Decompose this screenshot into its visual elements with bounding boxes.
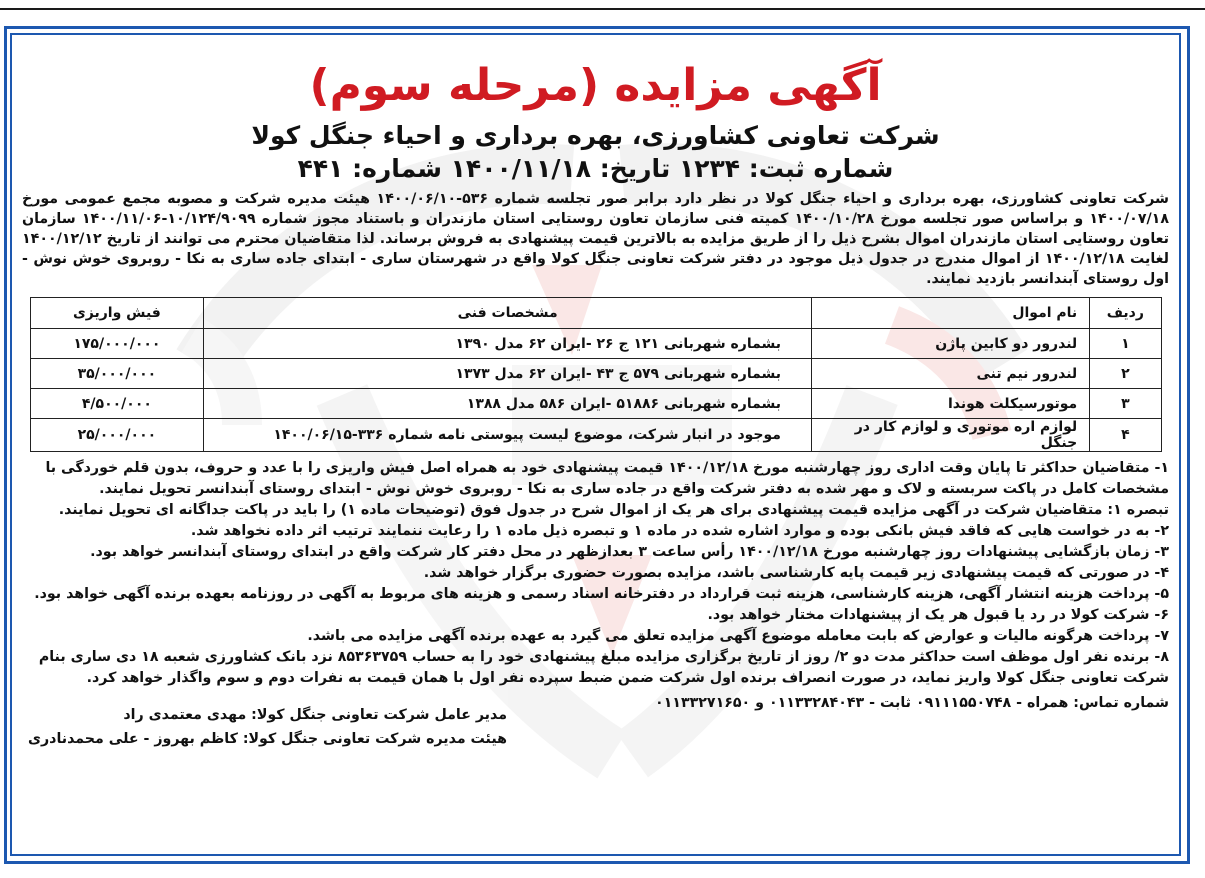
ad-content [12, 57, 1179, 753]
intro-paragraph: شرکت تعاونی کشاورزی، بهره برداری و احیاء جنگل کولا در نظر دارد برابر صور تجلسه شماره ۵۳۶-۱۴۰۰/۰۶/۱۰ هیئت مدیره شرکت و مصوبه مجمع عمومی مورخ ۱۴۰۰/۰۷/۱۸ و براساس صور تجلسه مورخ ۱۴۰۰/۱۰/۲۸ کمیته فنی سازمان تعاون روستایی استان مازندران و باستناد مجوز شماره ۱۰/۱۲۴/۹۰۹۹-۱۴۰۰/۱۱/۰۶ سازمان تعاون روستایی استان مازندران اموال بشرح ذیل را از طریق مزایده به بالاترین قیمت پیشنهادی به فروش برساند. لذا متقاضیان محترم می توانند از تاریخ ۱۴۰۰/۱۲/۱۲ لغایت ۱۴۰۰/۱۲/۱۸ از اموال مندرج در جدول ذیل موجود در دفتر شرکت تعاونی جنگل کولا واقع در شهرستان ساری - ابتدای جاده ساری به نکا - روبروی خوش نوش - اول روستای آبندانسر بازدید نمایند. [22, 191, 1169, 287]
item-name: لندرور دو کابین پاژن [811, 329, 1089, 359]
term-2: ۲- به در خواست هایی که فاقد فیش بانکی بوده و موارد اشاره شده در ماده ۱ و تبصره ذیل ماده ۱ را رعایت ننمایند ترتیب اثر داده نخواهد شد. [190, 523, 1169, 539]
term-note-1: تبصره ۱: متقاضیان شرکت در آگهی مزایده قیمت پیشنهادی برای هر یک از اموال شرح در جدول فوق (توضیحات ماده ۱) را باید در پاکت جداگانه ای تحویل نمایند. [58, 502, 1169, 518]
term-4: ۴- در صورتی که قیمت پیشنهادی زیر قیمت پایه کارشناسی باشد، مزایده بصورت حضوری برگزار خواهد شد. [423, 565, 1169, 581]
row-number: ۳ [1090, 389, 1161, 419]
header-item-name: نام اموال [811, 298, 1089, 329]
item-spec: بشماره شهربانی ۵۷۹ ج ۴۳ -ایران ۶۲ مدل ۱۳۷۳ [204, 359, 812, 389]
header-deposit: فیش واریزی [30, 298, 204, 329]
board-line: هیئت مدیره شرکت تعاونی جنگل کولا: کاظم بهروز - علی محمدنادری [28, 731, 507, 747]
item-name: لوازم اره موتوری و لوازم کار در جنگل [811, 419, 1089, 452]
item-name: لندرور نیم تنی [811, 359, 1089, 389]
item-name: موتورسیکلت هوندا [811, 389, 1089, 419]
term-6: ۶- شرکت کولا در رد یا قبول هر یک از پیشنهادات مختار خواهد بود. [707, 607, 1169, 623]
item-deposit: ۱۷۵/۰۰۰/۰۰۰ [30, 329, 204, 359]
table-row [30, 389, 1161, 419]
table-row [30, 419, 1161, 452]
top-rule [0, 8, 1205, 10]
company-name: شرکت تعاونی کشاورزی، بهره برداری و احیاء جنگل کولا [251, 121, 940, 150]
contact-numbers: شماره تماس: همراه - ۰۹۱۱۱۵۵۰۷۴۸ ثابت - ۰۱۱۳۳۲۸۴۰۴۳ و ۰۱۱۳۳۲۷۱۶۵۰ [654, 695, 1169, 711]
term-8: ۸- برنده نفر اول موظف است حداکثر مدت دو ۲/ روز از تاریخ برگزاری مزایده مبلغ پیشنهادی خود را به حساب ۸۵۳۶۳۷۵۹ نزد بانک کشاورزی شعبه ۱۸ دی ساری بنام شرکت تعاونی جنگل کولا واریز نماید، در صورت انصراف برنده اول شرکت ضمن ضبط سپرده نفر اول با همان قیمت به نفرات دوم و سوم واگذار خواهد کرد. [38, 649, 1169, 686]
terms-list [22, 458, 1169, 689]
header-row-number: ردیف [1090, 298, 1161, 329]
ad-footer [22, 693, 1169, 753]
row-number: ۱ [1090, 329, 1161, 359]
row-number: ۴ [1090, 419, 1161, 452]
ad-panel [10, 33, 1181, 856]
item-deposit: ۳۵/۰۰۰/۰۰۰ [30, 359, 204, 389]
table-row [30, 329, 1161, 359]
items-table [30, 297, 1162, 452]
registration-line: شماره ثبت: ۱۲۳۴ تاریخ: ۱۴۰۰/۱۱/۱۸ شماره: ۴۴۱ [297, 154, 894, 183]
term-1: ۱- متقاضیان حداکثر تا پایان وقت اداری روز چهارشنبه مورخ ۱۴۰۰/۱۲/۱۸ قیمت پیشنهادی خود به همراه اصل فیش واریزی را با عدد و حروف، بدون قلم خوردگی با مشخصات کامل در پاکت سربسته و لاک و مهر شده به دفتر شرکت واقع در جاده ساری به نکا - روبروی خوش نوش - ابتدای روستای آبندانسر تحویل نمایند. [45, 460, 1169, 497]
term-5: ۵- پرداخت هزینه انتشار آگهی، هزینه کارشناسی، هزینه ثبت قرارداد در دفترخانه اسناد رسمی و هزینه های مربوط به آگهی در روزنامه بعهده برنده آگهی خواهد بود. [34, 586, 1169, 602]
item-deposit: ۲۵/۰۰۰/۰۰۰ [30, 419, 204, 452]
header-spec: مشخصات فنی [204, 298, 812, 329]
item-spec: بشماره شهربانی ۱۲۱ ج ۲۶ -ایران ۶۲ مدل ۱۳۹۰ [204, 329, 812, 359]
ad-title: آگهی مزایده (مرحله سوم) [309, 60, 882, 111]
term-7: ۷- پرداخت هرگونه مالیات و عوارض که بابت معامله موضوع آگهی مزایده تعلق می گیرد به عهده برنده آگهی مزایده می باشد. [307, 628, 1169, 644]
row-number: ۲ [1090, 359, 1161, 389]
ceo-line: مدیر عامل شرکت تعاونی جنگل کولا: مهدی معتمدی راد [123, 707, 507, 723]
item-deposit: ۴/۵۰۰/۰۰۰ [30, 389, 204, 419]
signatories [28, 703, 507, 751]
item-spec: بشماره شهربانی ۵۱۸۸۶ -ایران ۵۸۶ مدل ۱۳۸۸ [204, 389, 812, 419]
table-row [30, 359, 1161, 389]
table-header-row [30, 298, 1161, 329]
term-3: ۳- زمان بازگشایی پیشنهادات روز چهارشنبه مورخ ۱۴۰۰/۱۲/۱۸ رأس ساعت ۳ بعدازظهر در محل دفتر کار شرکت واقع در ابتدای روستای آبندانسر خواهد بود. [90, 544, 1169, 560]
item-spec: موجود در انبار شرکت، موضوع لیست پیوستی نامه شماره ۳۳۶-۱۴۰۰/۰۶/۱۵ [204, 419, 812, 452]
